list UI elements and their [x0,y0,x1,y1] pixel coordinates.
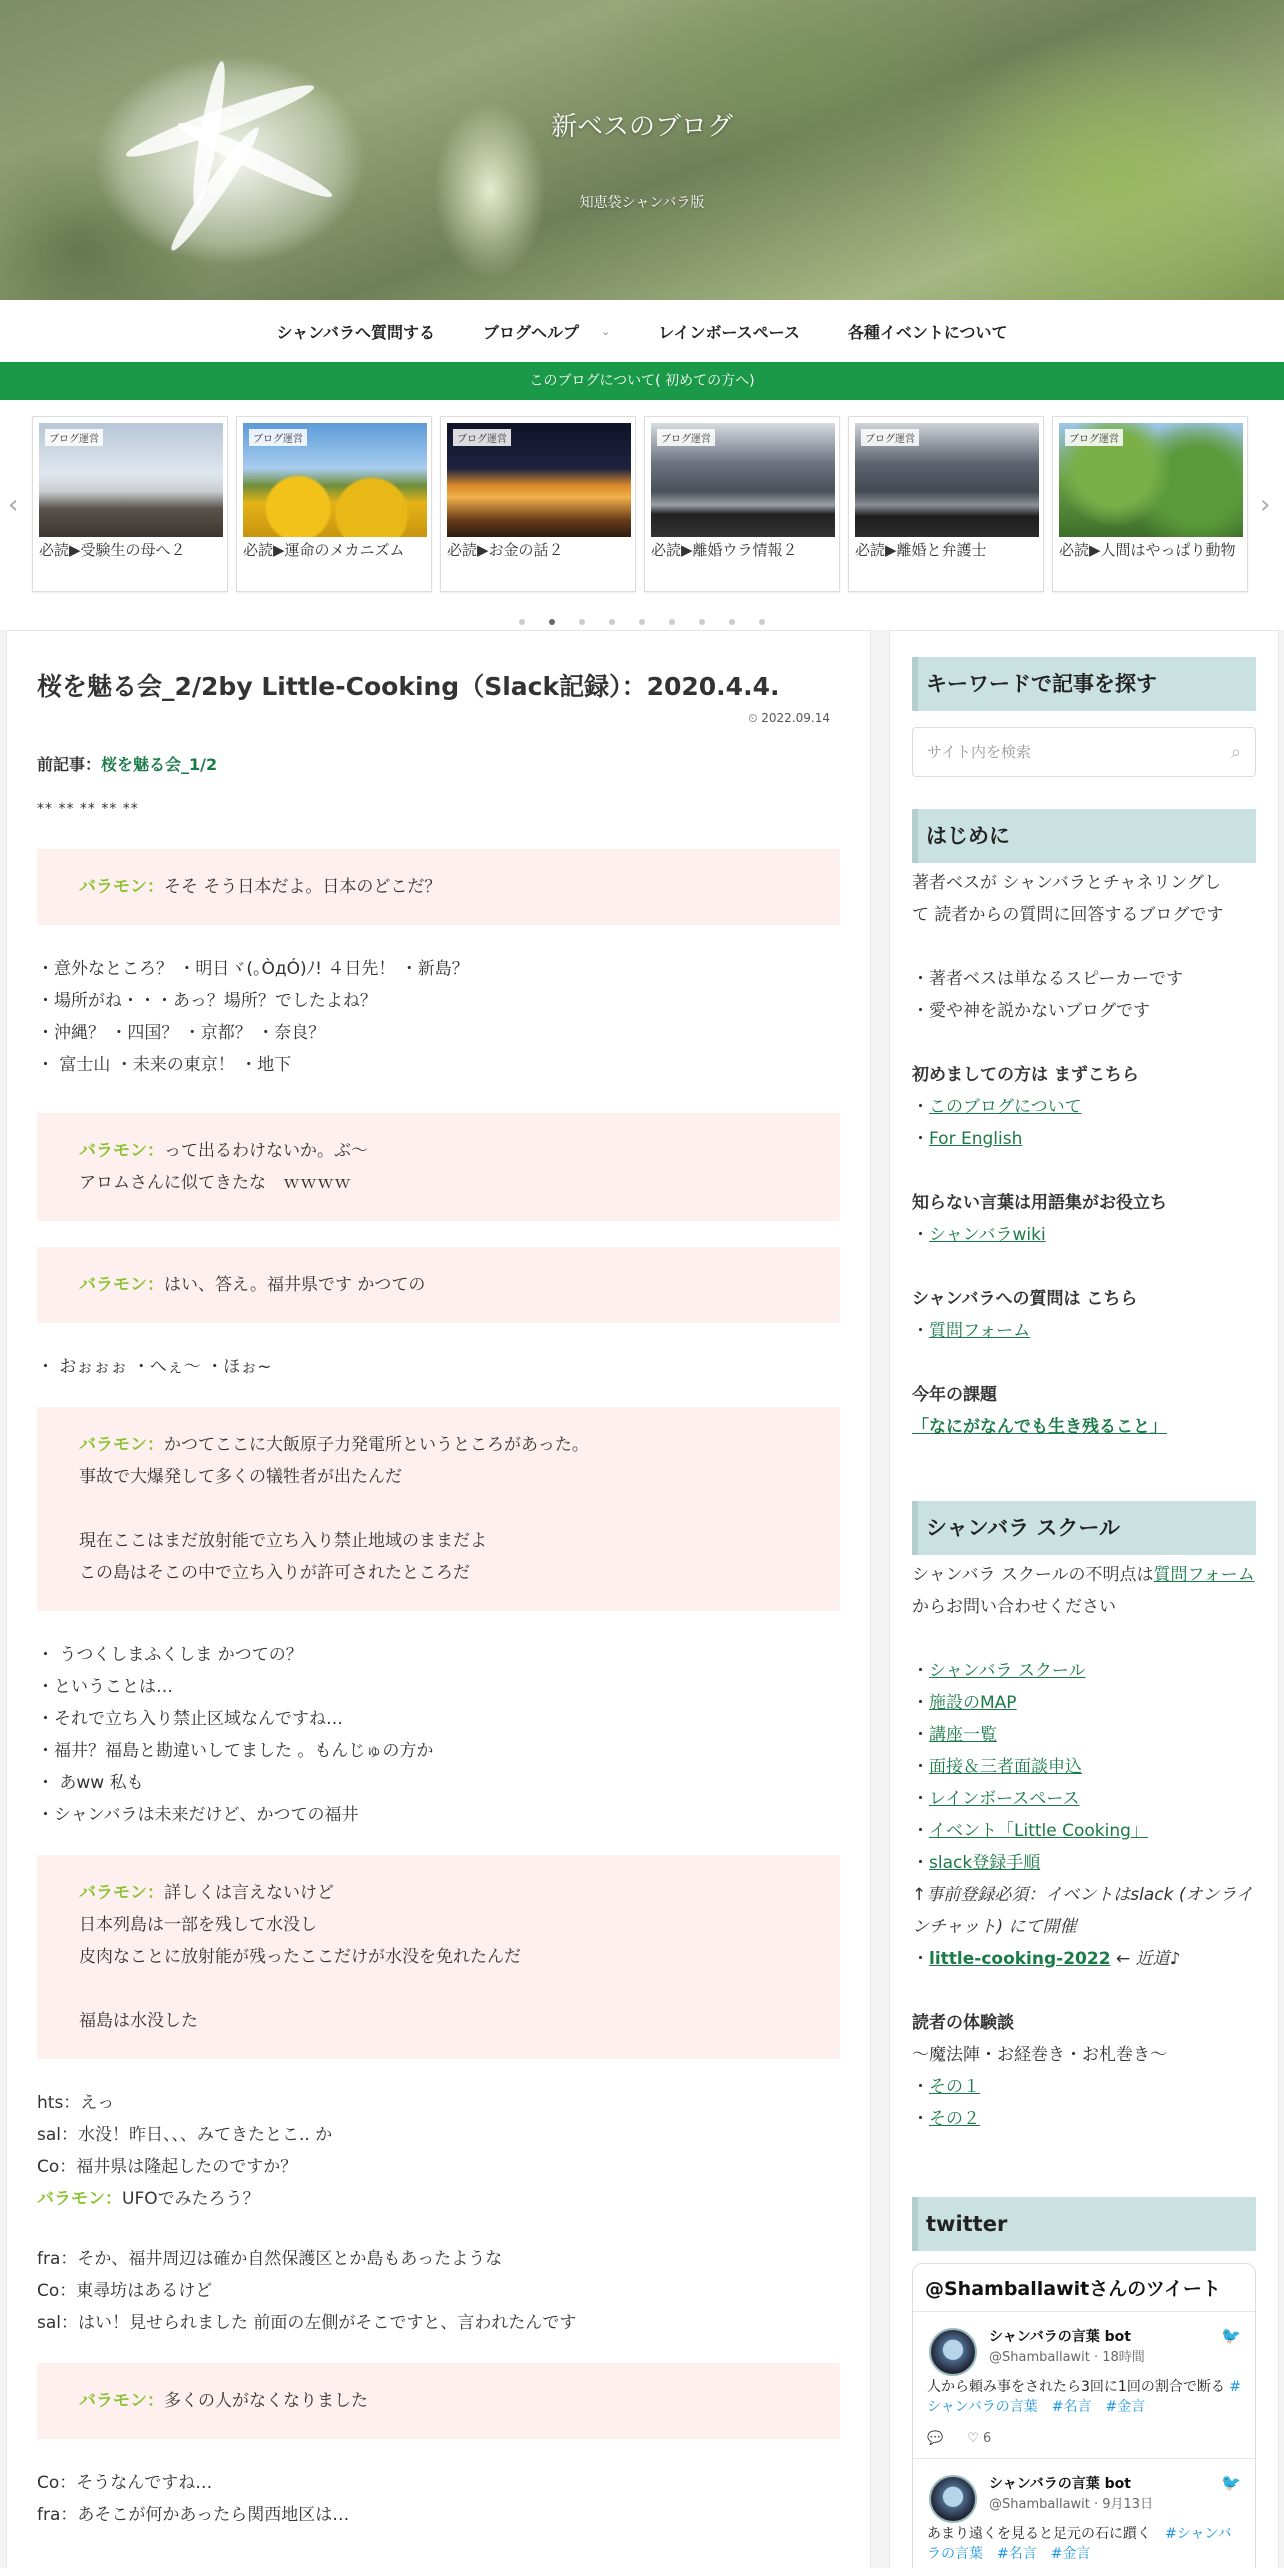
quote-text: 日本列島は一部を残して水没し [79,1915,317,1935]
widget-title-school: シャンバラ スクール [912,1501,1256,1555]
spacer [79,1493,798,1525]
clock-icon: ⏲ [748,711,758,725]
card-thumbnail [855,423,1039,537]
sidebar [889,630,1279,2568]
carousel-dot[interactable] [579,619,585,625]
intro-text: て 読者からの質問に回答するブログです [912,905,1224,925]
card-title: 必読▶離婚と弁護士 [855,541,987,559]
carousel-card[interactable] [32,416,228,592]
chat-lines [37,2243,840,2339]
tweet-author[interactable]: シャンバラの言葉 bot [989,2476,1131,2492]
quote-text: 詳しくは言えないけど [164,1883,334,1903]
site-subtitle: 知恵袋シャンバラ版 [579,195,705,211]
chat-line: ・ということは… [37,1677,173,1697]
school-note: ↑事前登録必須：イベントはslack (オンラインチャット) にて開催 [912,1885,1253,1937]
widget-title-twitter: twitter [912,2197,1256,2251]
bullet: ・ [912,1661,929,1681]
tweet-author[interactable]: シャンバラの言葉 bot [989,2329,1131,2345]
quote-text: 福島は水没した [79,2011,198,2031]
search-icon[interactable]: ⌕ [1230,741,1241,763]
chat-line: Co：福井県は隆起したのですか？ [37,2157,298,2177]
year-heading: 今年の課題 [912,1385,997,1405]
card-title: 必読▶お金の話２ [447,541,564,559]
slack-link[interactable]: slack登録手順 [929,1853,1041,1873]
card-thumbnail [447,423,631,537]
terms-heading: 知らない言葉は用語集がお役立ち [912,1193,1167,1213]
card-title: 必読▶人間はやっぱり動物 [1059,541,1236,559]
carousel-card[interactable] [1052,416,1248,592]
chevron-down-icon: ⌄ [601,324,611,338]
widget-title-intro: はじめに [912,809,1256,863]
card-thumbnail [39,423,223,537]
article-title: 桜を魅る会_2/2by Little-Cooking（Slack記録）：2020.4.4. [37,672,780,701]
twitter-header[interactable]: @Shamballawitさんのツイート [913,2264,1255,2312]
search-input[interactable] [927,743,1207,761]
card-thumbnail [1059,423,1243,537]
header-banner [0,0,1284,300]
nav-item-rainbow[interactable] [634,320,824,343]
speaker-label: バラモン： [79,877,164,897]
bullet: ・ [912,1097,929,1117]
bullet: ・ [912,1757,929,1777]
prev-article [37,752,840,775]
tweet-body [927,2524,1241,2564]
interview-link[interactable]: 面接＆三者面談申込 [929,1757,1082,1777]
shortcut-note: ← 近道♪ [1110,1949,1181,1969]
nav-item-events[interactable] [824,320,1032,343]
bullet: ・ [912,2077,929,2097]
bullet: ・ [912,1725,929,1745]
carousel-dot[interactable] [759,619,765,625]
chat-line: ・意外なところ？ ・明日ヾ(｡ÒдÓ)ﾉ! ４日先！ ・新島？ [37,959,469,979]
quote-block [37,1247,840,1323]
intro-section [912,867,1256,1443]
spacer [912,1251,1256,1283]
quote-text: この島はそこの中で立ち入りが許可されたところだ [79,1563,470,1583]
notice-bar[interactable]: このブログについて( 初めての方へ) [0,362,1284,400]
carousel-dot[interactable] [669,619,675,625]
speaker-label: バラモン： [79,1275,164,1295]
nav-label: レインボースペース [658,322,800,342]
tweet-text: 人から頼み事をされたら3回に1回の割合で断る [927,2379,1225,2395]
intro-text: 著者ベスが シャンバラとチャネリングし [912,873,1222,893]
carousel-dot[interactable] [729,619,735,625]
spacer [912,1155,1256,1187]
story-link-2[interactable]: その２ [929,2109,980,2129]
school-text: シャンバラ スクールの不明点は [912,1565,1154,1585]
tweet-hashtags[interactable]: #シャンバラの言葉 #名言 #金言 [927,2526,1232,2562]
reader-heading: 読者の体験談 [912,2013,1014,2033]
chat-line: hts：えっ [37,2093,115,2113]
about-blog-link[interactable]: このブログについて [929,1097,1082,1117]
site-title[interactable]: 新ベスのブログ [550,112,733,142]
chat-line: ・ うつくしまふくしま かつての？ [37,1645,303,1665]
article-main [6,630,871,2568]
quote-block [37,2363,840,2439]
avatar[interactable] [929,2475,977,2523]
carousel-prev-icon[interactable]: ‹ [8,490,19,520]
chat-line: sal：水没！昨日、、、みてきたとこ.. か [37,2125,333,2145]
quote-block [37,849,840,925]
category-badge: ブログ運営 [657,429,715,446]
chat-line: ・福井？福島と勘違いしてました 。もんじゅの方か [37,1741,434,1761]
avatar[interactable] [929,2328,977,2376]
widget-title-search: キーワードで記事を探す [912,657,1256,711]
carousel-dot[interactable] [699,619,705,625]
carousel-card[interactable] [644,416,840,592]
carousel-dot[interactable] [609,619,615,625]
chat-lines [37,1351,840,1383]
date-text: 2022.09.14 [761,711,830,725]
bullet: ・ [912,1853,929,1873]
wiki-link[interactable]: シャンバラwiki [929,1225,1046,1245]
speaker-label: バラモン： [79,1435,164,1455]
chat-line: Co：そうなんですね… [37,2473,213,2493]
quote-text: 事故で大爆発して多くの犠牲者が出たんだ [79,1467,402,1487]
separator-stars: ** ** ** ** ** [37,801,139,817]
twitter-bird-icon[interactable]: 🐦 [1221,2326,1241,2345]
chat-line: Co：東尋坊はあるけど [37,2281,213,2301]
carousel-card[interactable] [236,416,432,592]
quote-text: 皮肉なことに放射能が残ったここだけが水没を免れたんだ [79,1947,521,1967]
question-form-link[interactable]: 質問フォーム [929,1321,1031,1341]
chat-line: ・ 富士山 ・未来の東京！ ・地下 [37,1055,292,1075]
nav-label: 各種イベントについて [847,322,1008,342]
chat-line: UFOでみたろう？ [122,2189,260,2209]
nav-item-help[interactable] [459,320,634,343]
quote-text: かつてここに大飯原子力発電所というところがあった。 [164,1435,589,1455]
card-thumbnail [651,423,835,537]
search-box [912,727,1256,777]
year-theme-link[interactable]: 「なにがなんでも生き残ること」 [912,1417,1167,1437]
bullet: ・ [912,1321,929,1341]
school-link[interactable]: シャンバラ スクール [929,1661,1086,1681]
card-title: 必読▶離婚ウラ情報２ [651,541,798,559]
tweet-body [927,2377,1241,2417]
spacer [79,1973,798,2005]
tweet[interactable] [913,2459,1255,2568]
intro-point: ・愛や神を説かないブログです [912,1001,1150,1021]
chat-lines [37,1639,840,1831]
chat-lines [37,2467,840,2531]
card-thumbnail [243,423,427,537]
tweet-text: あまり遠くを見ると足元の石に躓く [927,2526,1151,2542]
bullet: ・ [912,1129,929,1149]
intro-point: ・著者ベスは単なるスピーカーです [912,969,1183,989]
category-badge: ブログ運営 [45,429,103,446]
tweet[interactable] [913,2312,1255,2459]
chat-line: ・ おぉぉぉ ・へぇ〜 ・ほぉ~ [37,1357,272,1377]
main-nav [0,300,1284,362]
category-badge: ブログ運営 [453,429,511,446]
twitter-timeline[interactable] [912,2263,1256,2568]
carousel-dot-active[interactable] [549,619,555,625]
tweet-hashtags[interactable]: #シャンバラの言葉 #名言 #金言 [927,2379,1242,2415]
tweet-handle[interactable]: @Shamballawit · 9月13日 [989,2497,1154,2512]
prev-article-link[interactable]: 桜を魅る会_1/2 [101,755,218,774]
chat-line: fra：あそこが何かあったら関西地区は… [37,2505,350,2525]
carousel-dot[interactable] [519,619,525,625]
bullet: ・ [912,1225,929,1245]
carousel-dot[interactable] [639,619,645,625]
spacer [912,1347,1256,1379]
bullet: ・ [912,1789,929,1809]
bullet: ・ [912,2109,929,2129]
speaker-label: バラモン： [79,1883,164,1903]
carousel-next-icon[interactable]: › [1260,490,1271,520]
chat-line: ・ あww 私も [37,1773,144,1793]
chat-line: sal：はい！見せられました 前面の左側がそこですと、言われたんです [37,2313,577,2333]
spacer [912,1027,1256,1059]
spacer [912,1975,1256,2007]
school-text: からお問い合わせください [912,1597,1116,1617]
course-list-link[interactable]: 講座一覧 [929,1725,997,1745]
event-link[interactable]: イベント「Little Cooking」 [929,1821,1148,1841]
quote-text: って出るわけないか。ぶ〜 [164,1141,368,1161]
story-link-1[interactable]: その１ [929,2077,980,2097]
ask-heading: シャンバラへの質問は こちら [912,1289,1138,1309]
category-badge: ブログ運営 [861,429,919,446]
like-icon[interactable]: ♡ 6 [967,2431,992,2446]
carousel-dots [0,610,1284,629]
quote-text: 多くの人がなくなりました [164,2391,368,2411]
school-form-link[interactable]: 質問フォーム [1153,1565,1255,1585]
chat-lines [37,953,840,1081]
quote-text: はい、答え。福井県です かつての [164,1275,426,1295]
quote-text: そそ そう日本だよ。日本のどこだ？ [164,877,442,897]
speaker-label: バラモン： [79,1141,164,1161]
quote-block [37,1113,840,1221]
twitter-bird-icon[interactable]: 🐦 [1221,2473,1241,2492]
chat-line: ・それで立ち入り禁止区域なんですね… [37,1709,343,1729]
bullet: ・ [912,1949,929,1969]
first-visit-heading: 初めましての方は まずこちら [912,1065,1139,1085]
english-link[interactable]: For English [929,1129,1023,1149]
card-title: 必読▶受験生の母へ２ [39,541,186,559]
featured-carousel [0,400,1284,630]
spacer [912,931,1256,963]
carousel-card[interactable] [440,416,636,592]
speaker-label: バラモン： [79,2391,164,2411]
facility-map-link[interactable]: 施設のMAP [929,1693,1017,1713]
quote-text: アロムさんに似てきたな ｗｗｗｗ [79,1173,351,1193]
card-title: 必読▶運命のメカニズム [243,541,405,559]
chat-line: ・場所がね・・・あっ？場所？でしたよね？ [37,991,377,1011]
bullet: ・ [912,1821,929,1841]
chat-line: ・シャンバラは未来だけど、かつての福井 [37,1805,359,1825]
speaker-label: バラモン： [37,2189,122,2209]
quote-block [37,1855,840,2059]
tweet-handle[interactable]: @Shamballawit · 18時間 [989,2350,1145,2365]
nav-label: シャンバラへ質問する [276,322,436,342]
category-badge: ブログ運営 [249,429,307,446]
spacer [912,1623,1256,1655]
quote-text: 現在ここはまだ放射能で立ち入り禁止地域のままだよ [79,1531,487,1551]
little-cooking-link[interactable]: little-cooking-2022 [929,1949,1111,1969]
category-badge: ブログ運営 [1065,429,1123,446]
quote-block [37,1407,840,1611]
nav-item-ask[interactable] [252,320,459,343]
school-section [912,1559,1256,2135]
prev-label: 前記事： [37,755,102,774]
tweet-actions [927,2431,1241,2446]
chat-line: fra：そか、福井周辺は確か自然保護区とか島もあったような [37,2249,503,2269]
carousel-card[interactable] [848,416,1044,592]
chat-line: ・沖縄？ ・四国？ ・京都？ ・奈良？ [37,1023,326,1043]
reader-subtitle: 〜魔法陣・お経巻き・お札巻き〜 [912,2045,1167,2065]
nav-label: ブログヘルプ [483,322,580,342]
rainbow-space-link[interactable]: レインボースペース [929,1789,1080,1809]
bullet: ・ [912,1693,929,1713]
chat-lines [37,2087,840,2215]
reply-icon[interactable]: 💬 [927,2431,944,2446]
article-date [37,711,840,726]
